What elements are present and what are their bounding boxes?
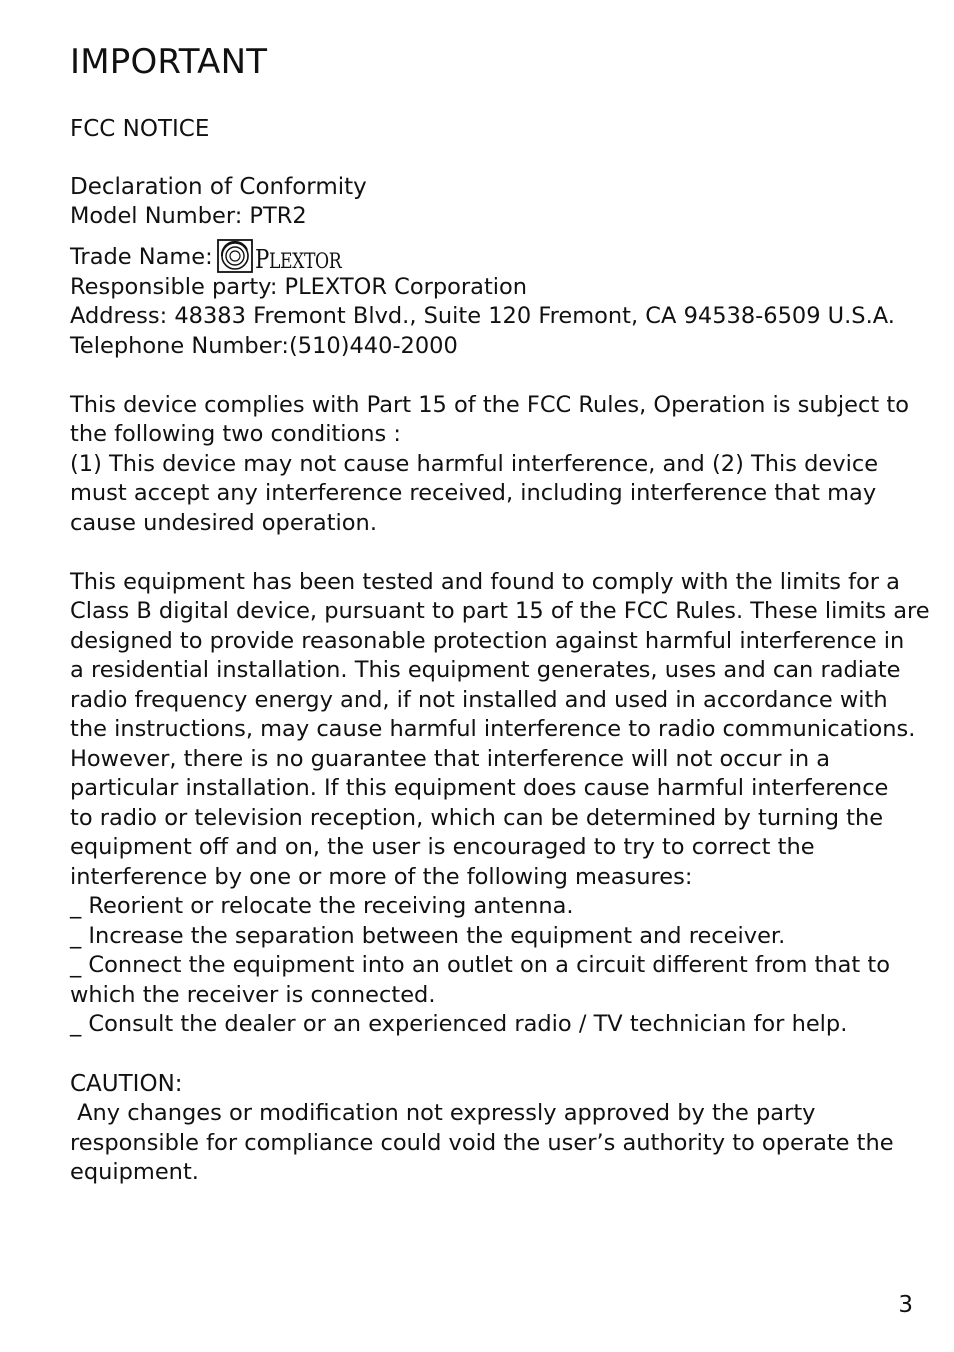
measure-item: _ Consult the dealer or an experienced radio / TV technician for help. (70, 1011, 848, 1037)
declaration-block (70, 172, 930, 361)
caution-block (70, 1069, 930, 1188)
caution-heading: CAUTION: (70, 1071, 183, 1097)
text-line: Any changes or modification not expressly approved by the party (70, 1100, 816, 1126)
text-line: the instructions, may cause harmful interference to radio communications. (70, 716, 916, 742)
trade-name-label: Trade Name: (70, 244, 213, 270)
plextor-logo (217, 239, 360, 273)
text-line: (1) This device may not cause harmful interference, and (2) This device (70, 450, 879, 477)
text-line: This device complies with Part 15 of the FCC Rules, Operation is subject to (70, 391, 909, 418)
telephone: Telephone Number:(510)440-2000 (70, 332, 458, 359)
trade-name-row (70, 232, 930, 273)
page-title: IMPORTANT (70, 42, 268, 82)
text-line: equipment. (70, 1159, 199, 1185)
address: Address: 48383 Fremont Blvd., Suite 120 Fremont, CA 94538-6509 U.S.A. (70, 303, 895, 329)
plextor-wordmark: PLEXTOR (254, 244, 342, 275)
text-line: interference by one or more of the following measures: (70, 863, 693, 890)
measure-item: _ Increase the separation between the equipment and receiver. (70, 922, 786, 949)
declaration-heading: Declaration of Conformity (70, 174, 367, 200)
caution-paragraph (70, 1099, 930, 1188)
text-line: the following two conditions : (70, 421, 402, 447)
measure-item: _ Reorient or relocate the receiving antenna. (70, 893, 574, 919)
text-line: Class B digital device, pursuant to part 15 of the FCC Rules. These limits are (70, 598, 930, 624)
text-line: responsible for compliance could void the user’s authority to operate the (70, 1129, 894, 1156)
document-page (70, 38, 930, 1188)
text-line: must accept any interference received, including interference that may (70, 480, 877, 506)
text-line: However, there is no guarantee that interference will not occur in a (70, 745, 831, 772)
model-number: Model Number: PTR2 (70, 203, 307, 229)
plextor-swirl-icon (217, 239, 253, 273)
text-line: radio frequency energy and, if not installed and used in accordance with (70, 686, 888, 713)
text-line: This equipment has been tested and found to comply with the limits for a (70, 568, 900, 595)
text-line: particular installation. If this equipment does cause harmful interference (70, 775, 889, 801)
text-line: equipment off and on, the user is encouraged to try to correct the (70, 834, 815, 860)
text-line: a residential installation. This equipment generates, uses and can radiate (70, 657, 901, 683)
text-line: which the receiver is connected. (70, 981, 436, 1008)
equipment-paragraph (70, 568, 930, 1040)
text-line: designed to provide reasonable protection against harmful interference in (70, 627, 905, 654)
compliance-paragraph (70, 391, 930, 539)
page-number: 3 (898, 1292, 913, 1318)
text-line: to radio or television reception, which can be determined by turning the (70, 804, 884, 831)
measure-item: _ Connect the equipment into an outlet on a circuit different from that to (70, 952, 890, 978)
fcc-notice-heading: FCC NOTICE (70, 116, 210, 142)
responsible-party: Responsible party: PLEXTOR Corporation (70, 273, 528, 300)
text-line: cause undesired operation. (70, 509, 377, 536)
